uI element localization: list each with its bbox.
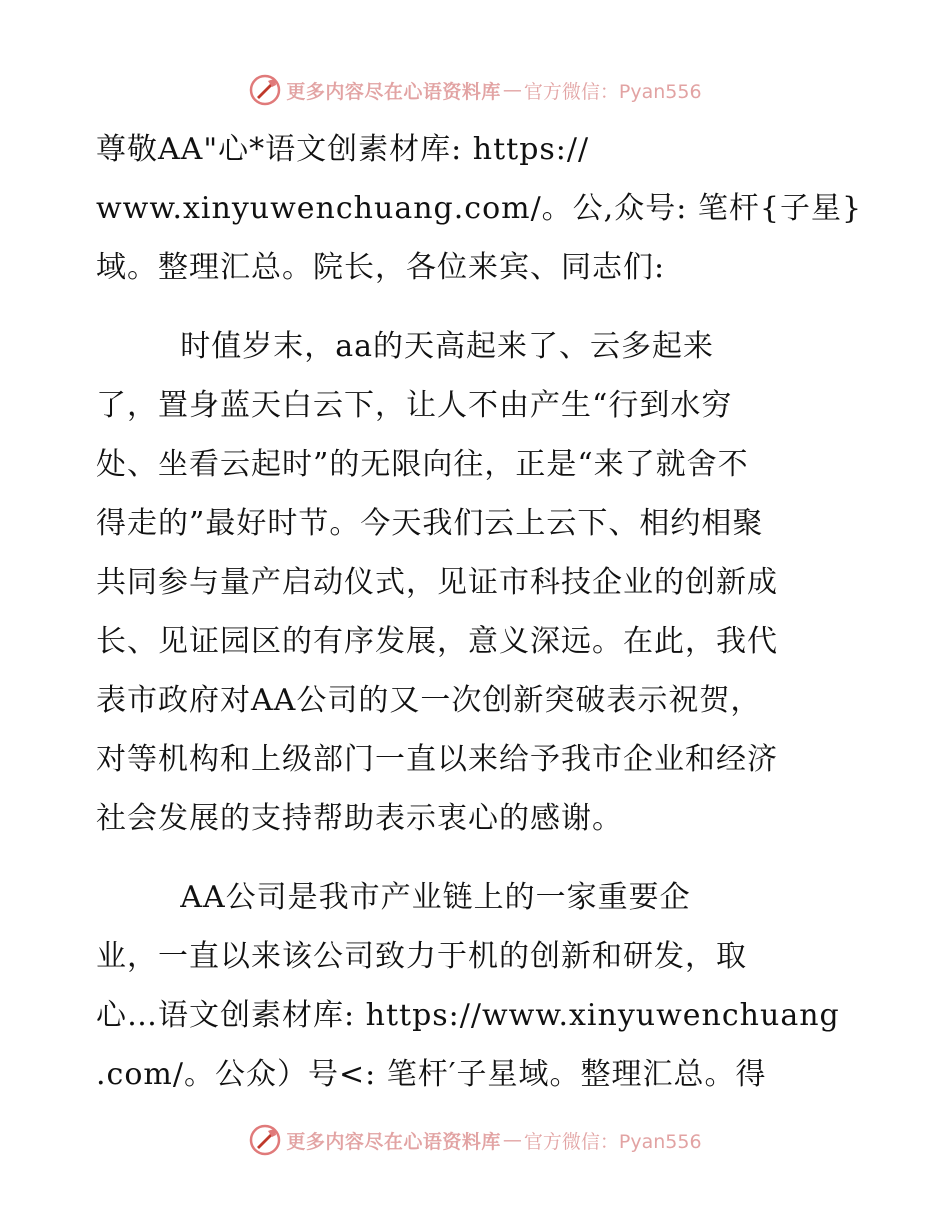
watermark-site-text: 更多内容尽在心语资料库 [286, 80, 501, 103]
text-line: .com/。公众）号<: 笔杆′子星域。整理汇总。得 [96, 1057, 767, 1092]
header-watermark [0, 70, 950, 110]
watermark-wechat-text: 官方微信：Pyan556 [523, 1130, 702, 1153]
text-line: 时值岁末，aa的天高起来了、云多起来 [96, 329, 715, 364]
text-line: 共同参与量产启动仪式，见证市科技企业的创新成 [96, 565, 778, 600]
footer-watermark [0, 1120, 950, 1160]
text-line: 了，置身蓝天白云下，让人不由产生“行到水穷 [96, 388, 733, 423]
document-body [96, 120, 863, 1104]
watermark-separator: — [502, 1129, 522, 1151]
watermark-site-text: 更多内容尽在心语资料库 [286, 1130, 501, 1153]
text-line: 社会发展的支持帮助表示衷心的感谢。 [96, 801, 623, 836]
text-line: 域。整理汇总。院长，各位来宾、同志们: [96, 250, 666, 285]
text-line: 处、坐看云起时”的无限向往，正是“来了就舍不 [96, 447, 749, 482]
quill-pen-logo-icon [248, 73, 282, 107]
text-line: 表市政府对AA公司的又一次创新突破表示祝贺， [96, 683, 762, 718]
text-line: 长、见证园区的有序发展，意义深远。在此，我代 [96, 624, 778, 659]
text-line: 业，一直以来该公司致力于机的创新和研发，取 [96, 939, 747, 974]
text-line: 心…语文创素材库: https://www.xinyuwenchuang [96, 998, 840, 1033]
quill-pen-logo-icon [248, 1123, 282, 1157]
text-line: www.xinyuwenchuang.com/。公,众号: 笔杆{子星} [96, 191, 863, 226]
text-line: 对等机构和上级部门一直以来给予我市企业和经济 [96, 742, 778, 777]
text-line: 得走的”最好时节。今天我们云上云下、相约相聚 [96, 506, 764, 541]
text-line: 尊敬AA"心*语文创素材库: https:// [96, 132, 590, 167]
text-line: AA公司是我市产业链上的一家重要企 [96, 880, 691, 915]
watermark-wechat-text: 官方微信：Pyan556 [523, 80, 702, 103]
watermark-separator: — [502, 79, 522, 101]
